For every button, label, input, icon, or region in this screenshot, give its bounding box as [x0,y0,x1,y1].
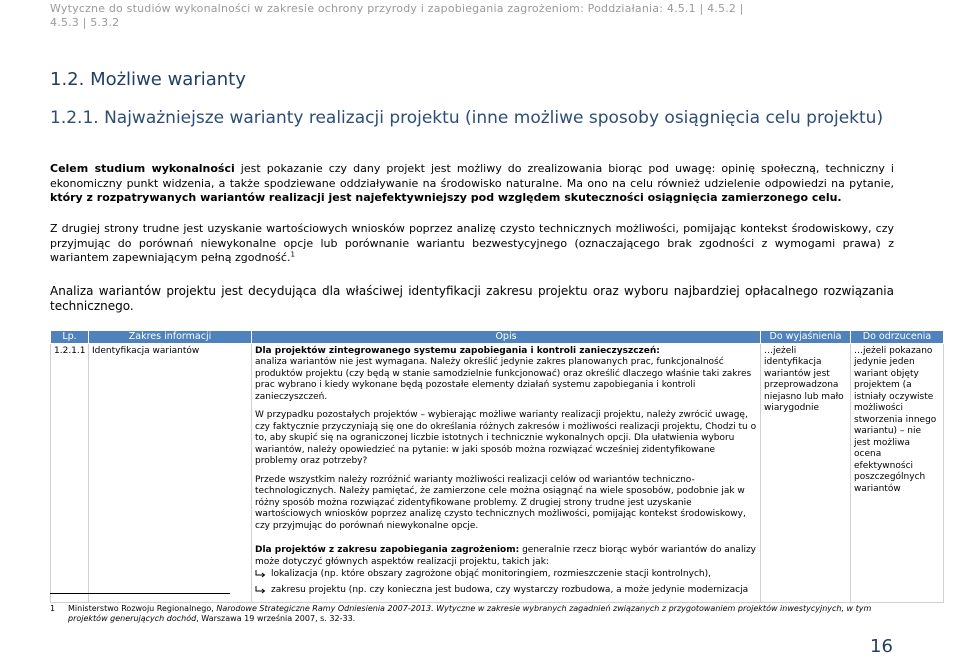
cell-lp: 1.2.1.1 [51,343,89,603]
footnote-separator [50,593,230,594]
footnote-reference[interactable]: 1 [290,250,295,259]
list-item [255,569,757,584]
intro-paragraph [50,162,894,206]
cell-zakres: Identyfikacja wariantów [89,343,252,603]
header-do-wyjasnienia: Do wyjaśnienia [761,331,851,344]
intro-bold-question: który z rozpatrywanych wariantów realizacji jest najefektywniejszy pod względem skuteczności osiągnięcia zamierzonego celu. [50,191,842,204]
table-header-row [51,331,944,344]
second-paragraph [50,222,894,266]
list-item-text: zakresu projektu (np. czy konieczna jest budowa, czy wystarczy rozbudowa, a może jedynie modernizacja [271,584,749,595]
list-item-text: lokalizacja (np. które obszary zagrożone objąć monitoringiem, rozmieszczenie stacji kontrolnych), [271,569,711,579]
section-heading: 1.2. Możliwe warianty [50,69,246,90]
header-do-odrzucenia: Do odrzucenia [851,331,944,344]
criteria-table [50,330,944,603]
page-number: 16 [870,636,893,657]
list-item [255,585,757,600]
intro-bold-lead: Celem studium wykonalności [50,162,235,175]
opis-paragraph-4-bold: Dla projektów z zakresu zapobiegania zagrożeniom: [255,545,520,555]
running-header: Wytyczne do studiów wykonalności w zakresie ochrony przyrody i zapobiegania zagrożeniom: Poddziałania: 4.5.1 | 4.5.2 | 4.5.3 | 5.3.2 [50,2,744,29]
return-arrow-icon [255,569,267,584]
footnote-text [68,604,895,624]
second-paragraph-text: Z drugiej strony trudne jest uzyskanie wartościowych wniosków poprzez analizę czysto technicznych możliwości, pomijając kontekst środowiskowy, czy przyjmując do porównań niewykonalne opcje lub porównanie wariantu bezwestycyjnego (oznaczającego brak zgodności z wymogami prawa) z wariantem zapewniającym pełną zgodność. [50,222,894,264]
cell-do-wyjasnienia [761,343,851,603]
return-arrow-icon [255,585,267,600]
header-opis: Opis [252,331,761,344]
do-wyjasnienia-text: …jeżeli identyfikacja wariantów jest przeprowadzona niejasno lub mało wiarygodnie [764,345,844,413]
opis-title: Dla projektów zintegrowanego systemu zapobiegania i kontroli zanieczyszczeń: [255,345,660,356]
opis-paragraph-1: analiza wariantów nie jest wymagana. Należy określić jedynie zakres planowanych prac, funkcjonalność produktów projektu (czy będą w stanie samodzielnie funkcjonować) oraz określić dlaczego właśnie taki zakres prac wybrano i kiedy wykonane będą pozostałe elementy działań systemu zapobiegania i kontroli zanieczyszczeń. [255,357,752,402]
header-zakres: Zakres informacji [89,331,252,344]
footnote [50,604,895,624]
cell-do-odrzucenia [851,343,944,603]
third-paragraph: Analiza wariantów projektu jest decydująca dla właściwej identyfikacji zakresu projektu oraz wyboru najbardziej opłacalnego rozwiązania technicznego. [50,284,894,313]
table-row [51,343,944,603]
footnote-author: Ministerstwo Rozwoju Regionalnego, [68,604,217,613]
intro-text: jest pokazanie czy dany projekt jest możliwy do zrealizowania biorąc pod uwagę: opinię społeczną, techniczny i ekonomiczny punkt widzenia, a także spodziewane oddziaływanie na środowisko naturalne. Ma ono na celu również udzielenie odpowiedzi na pytanie, [50,162,894,190]
footnote-source: , Warszawa 19 września 2007, s. 32-33. [196,614,356,623]
do-odrzucenia-text: …jeżeli pokazano jedynie jeden wariant objęty projektem (a istniały oczywiste możliwości stworzenia innego wariantu) – nie jest możliwa ocena efektywności poszczególnych wariantów [854,345,937,494]
header-lp: Lp. [51,331,89,344]
subsection-heading: 1.2.1. Najważniejsze warianty realizacji projektu (inne możliwe sposoby osiągnięcia celu projektu) [50,108,884,128]
opis-paragraph-2: W przypadku pozostałych projektów – wybierając możliwe warianty realizacji projektu, należy zwrócić uwagę, czy faktycznie przyczyniają się one do określania różnych zakresów i możliwości realizacji projektu, Chodzi tu o to, aby skupić się na ograniczonej liczbie istotnych i technicznie wykonalnych opcji. Dla ułatwienia wyboru wariantów, należy opowiedzieć na pytanie: w jaki sposób można rozwiązać wcześniej zidentyfikowane problemy oraz potrzeby? [255,410,757,466]
opis-paragraph-3: Przede wszystkim należy rozróżnić warianty możliwości realizacji celów od wariantów techniczno-technologicznych. Należy pamiętać, że zamierzone cele można osiągnąć na wiele sposobów, podobnie jak w różny sposób można rozwiązać zidentyfikowane problemy. Z drugiej strony trudne jest uzyskanie wartościowych wniosków poprzez analizę czysto technicznych możliwości, pomijając kontekst środowiskowy, czy przyjmując do porównań niewykonalne opcje. [255,474,746,531]
footnote-title: Narodowe Strategiczne Ramy Odniesienia 2007-2013. Wytyczne w zakresie wybranych zagadnień związanych z przygotowaniem projektów inwestycyjnych, w tym projektów generujących dochód [68,604,872,623]
opis-paragraph-4-text: generalnie rzecz biorąc wybór wariantów do analizy może dotyczyć głównych aspektów realizacji projektu, takich jak: [255,545,756,567]
opis-paragraph-4 [255,545,757,568]
footnote-number: 1 [50,604,56,613]
cell-opis [252,343,761,603]
